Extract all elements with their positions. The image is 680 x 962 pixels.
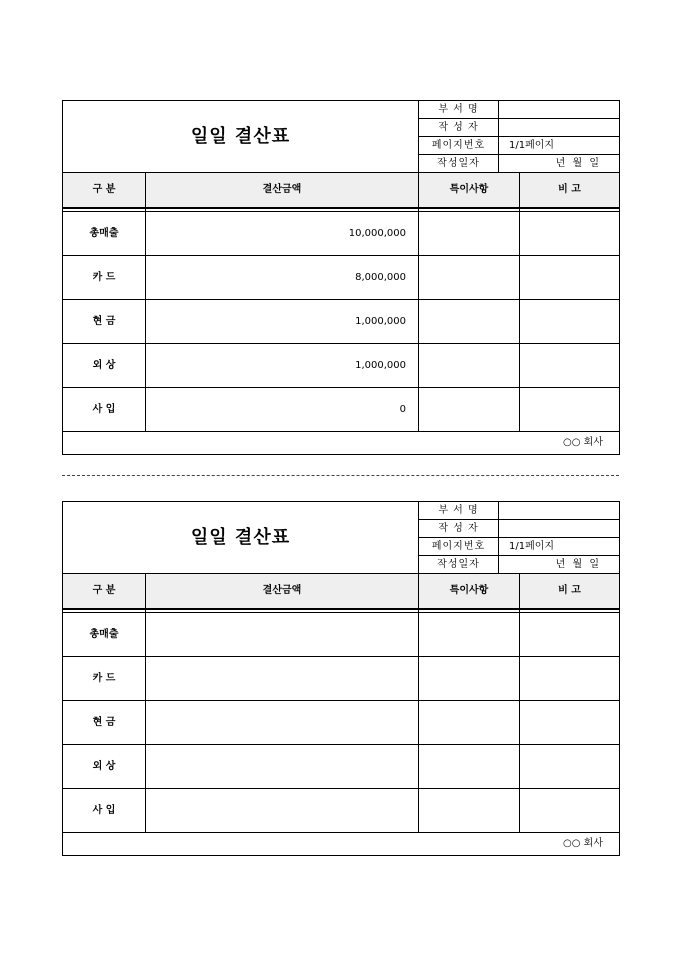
notes-cell[interactable] [419,388,520,432]
header-remarks: 비 고 [520,574,620,610]
author-label: 작 성 자 [419,520,499,538]
amount-cell[interactable] [146,657,419,701]
page-number-label: 페이지번호 [419,538,499,556]
category-cell: 사 입 [63,388,146,432]
category-cell: 사 입 [63,789,146,833]
table-row [63,745,620,789]
remarks-cell[interactable] [520,657,620,701]
page-number-label: 페이지번호 [419,137,499,155]
date-field[interactable]: 년 월 일 [499,556,620,574]
remarks-cell[interactable] [520,745,620,789]
header-notes: 특이사항 [419,173,520,209]
notes-cell[interactable] [419,256,520,300]
table-row [63,789,620,833]
remarks-cell[interactable] [520,789,620,833]
page-number-value: 1/1페이지 [499,538,620,556]
notes-cell[interactable] [419,745,520,789]
page-number-value: 1/1페이지 [499,137,620,155]
form-table [62,501,620,856]
header-notes: 특이사항 [419,574,520,610]
table-row [63,657,620,701]
department-field[interactable] [499,502,620,520]
notes-cell[interactable] [419,789,520,833]
remarks-cell[interactable] [520,256,620,300]
notes-cell[interactable] [419,613,520,657]
amount-cell[interactable] [146,701,419,745]
table-row [63,613,620,657]
amount-cell[interactable] [146,613,419,657]
amount-cell[interactable]: 8,000,000 [146,256,419,300]
category-cell: 외 상 [63,745,146,789]
category-cell: 카 드 [63,256,146,300]
form-title: 일일 결산표 [63,502,419,574]
amount-cell[interactable]: 1,000,000 [146,344,419,388]
category-cell: 총매출 [63,212,146,256]
settlement-form-1 [62,100,619,455]
author-field[interactable] [499,520,620,538]
form-title: 일일 결산표 [63,101,419,173]
remarks-cell[interactable] [520,388,620,432]
category-cell: 현 금 [63,300,146,344]
category-cell: 외 상 [63,344,146,388]
table-row [63,344,620,388]
company-name: ○○ 회사 [63,432,620,455]
remarks-cell[interactable] [520,212,620,256]
table-row [63,256,620,300]
notes-cell[interactable] [419,701,520,745]
notes-cell[interactable] [419,657,520,701]
header-amount: 결산금액 [146,574,419,610]
settlement-form-2 [62,501,619,856]
notes-cell[interactable] [419,212,520,256]
table-row [63,212,620,256]
remarks-cell[interactable] [520,300,620,344]
date-field[interactable]: 년 월 일 [499,155,620,173]
header-category: 구 분 [63,173,146,209]
header-remarks: 비 고 [520,173,620,209]
remarks-cell[interactable] [520,344,620,388]
category-cell: 총매출 [63,613,146,657]
amount-cell[interactable]: 10,000,000 [146,212,419,256]
notes-cell[interactable] [419,300,520,344]
amount-cell[interactable] [146,789,419,833]
company-name: ○○ 회사 [63,833,620,856]
author-label: 작 성 자 [419,119,499,137]
table-row [63,300,620,344]
amount-cell[interactable] [146,745,419,789]
remarks-cell[interactable] [520,701,620,745]
remarks-cell[interactable] [520,613,620,657]
form-table [62,100,620,455]
table-row [63,388,620,432]
department-label: 부 서 명 [419,502,499,520]
amount-cell[interactable]: 0 [146,388,419,432]
notes-cell[interactable] [419,344,520,388]
category-cell: 현 금 [63,701,146,745]
author-field[interactable] [499,119,620,137]
category-cell: 카 드 [63,657,146,701]
date-label: 작성일자 [419,556,499,574]
header-amount: 결산금액 [146,173,419,209]
cut-line [62,475,619,476]
amount-cell[interactable]: 1,000,000 [146,300,419,344]
department-field[interactable] [499,101,620,119]
table-row [63,701,620,745]
header-category: 구 분 [63,574,146,610]
date-label: 작성일자 [419,155,499,173]
department-label: 부 서 명 [419,101,499,119]
